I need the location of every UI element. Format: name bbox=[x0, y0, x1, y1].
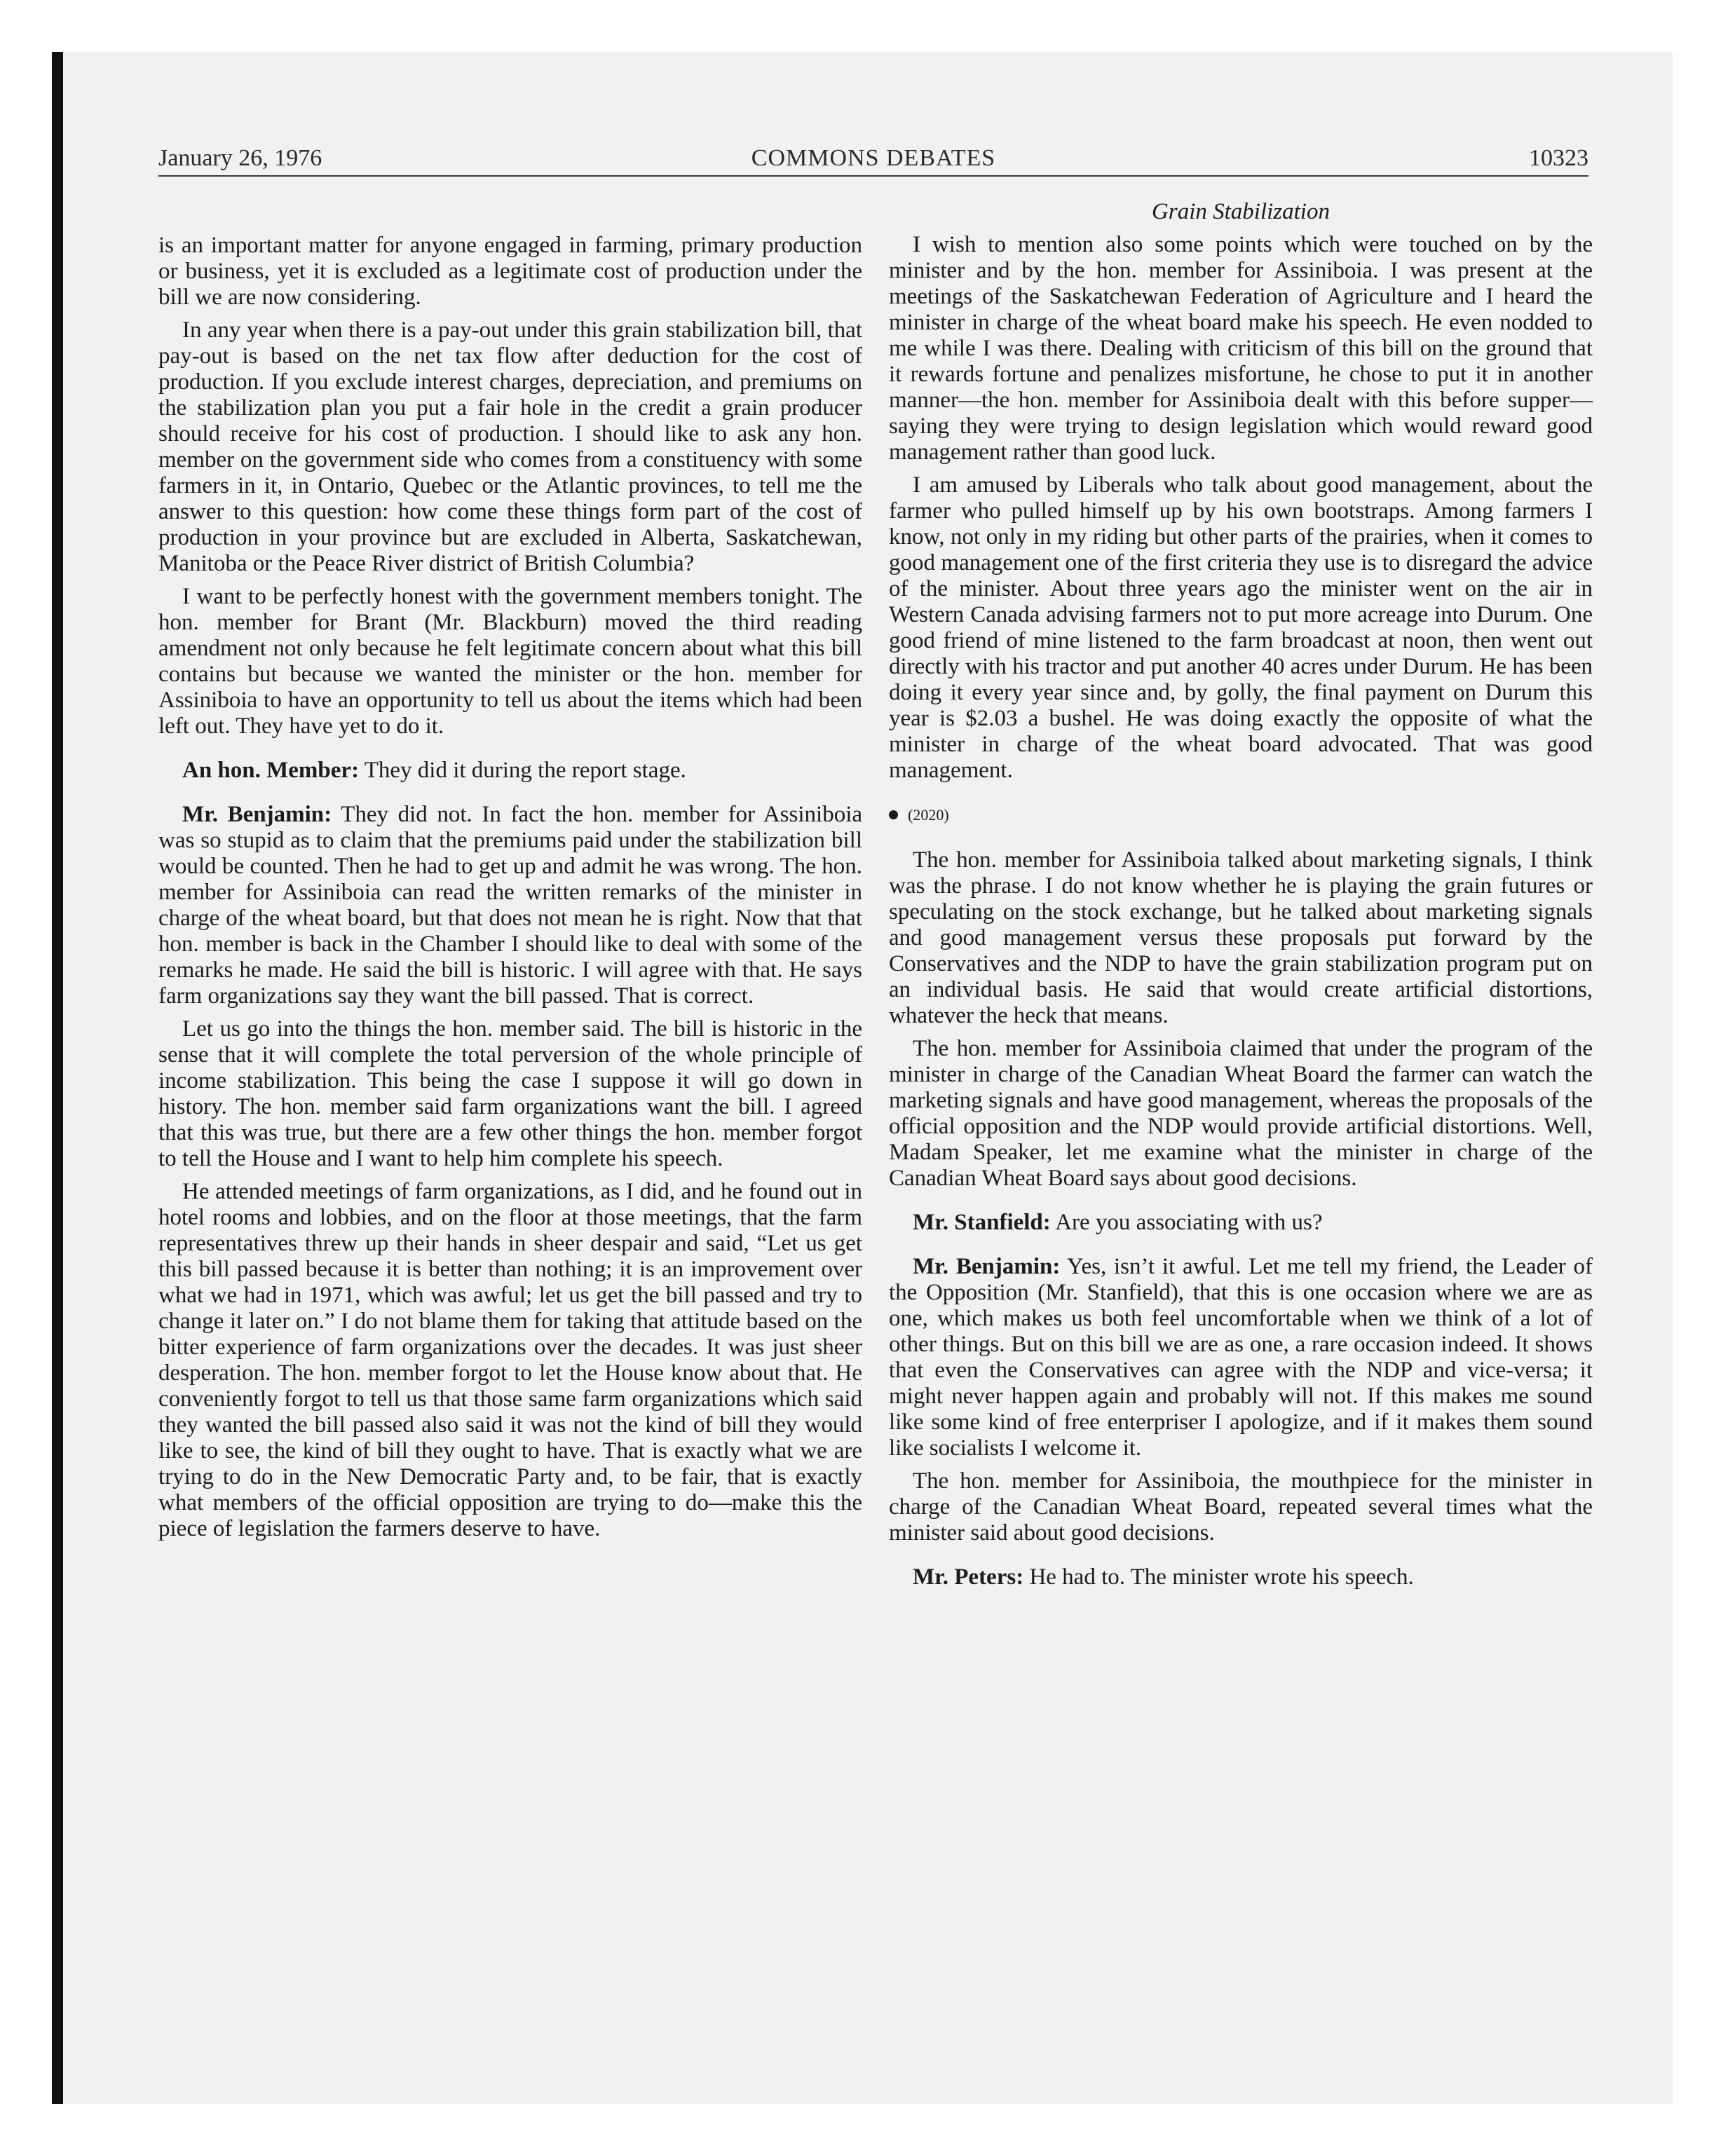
speaker-name: Mr. Benjamin: bbox=[913, 1254, 1061, 1279]
speaker-name: Mr. Peters: bbox=[913, 1564, 1024, 1590]
speech-entry bbox=[889, 1210, 1593, 1236]
speech-text: He had to. The minister wrote his speech. bbox=[1023, 1564, 1414, 1590]
header-rule bbox=[158, 175, 1588, 177]
time-marker bbox=[889, 802, 1593, 828]
speech-text: They did not. In fact the hon. member for Assiniboia was so stupid as to claim that the premiums paid under the stabilization bill would be counted. Then he had to get up and admit he was wrong. The hon. member for Assiniboia can read the written remarks of the minister in charge of the wheat board, but that does not mean he is right. Now that that hon. member is back in the Chamber I should like to deal with some of the remarks he made. He said the bill is historic. I will agree with that. He says farm organizations say they want the bill passed. That is correct. bbox=[158, 802, 863, 1009]
header-date: January 26, 1976 bbox=[158, 145, 322, 171]
paragraph: I wish to mention also some points which were touched on by the minister and by the hon. member for Assiniboia. I was present at the meetings of the Saskatchewan Federation of Agriculture and I heard the minister in charge of the wheat board make his speech. He even nodded to me while I was there. Dealing with criticism of this bill on the ground that it rewards fortune and penalizes misfortune, he chose to put it in another manner—the hon. member for Assiniboia dealt with this before supper—saying they were trying to design legislation which would reward good management rather than good luck. bbox=[889, 232, 1593, 465]
speech-text: Are you associating with us? bbox=[1050, 1210, 1323, 1235]
speech-text: Yes, isn’t it awful. Let me tell my friend, the Leader of the Opposition (Mr. Stanfield), that this is one occasion where we are as one, which makes us both feel uncomfortable when we think of a lot of other things. But on this bill we are as one, a rare occasion indeed. It shows that even the Conservatives can agree with the NDP and vice-versa; it might never happen again and probably will not. If this makes me sound like some kind of free enterpriser I apologize, and if it makes them sound like socialists I welcome it. bbox=[889, 1254, 1593, 1461]
paragraph: The hon. member for Assiniboia claimed that under the program of the minister in charge of the Canadian Wheat Board the farmer can watch the marketing signals and have good management, whereas the proposals of the official opposition and the NDP would provide artificial distortions. Well, Madam Speaker, let me examine what the minister in charge of the Canadian Wheat Board says about good decisions. bbox=[889, 1036, 1593, 1191]
speaker-name: An hon. Member: bbox=[182, 758, 360, 783]
paragraph: I want to be perfectly honest with the government members tonight. The hon. member for Brant (Mr. Blackburn) moved the third reading amendment not only because he felt legitimate concern about what this bill contains but because we wanted the minister or the hon. member for Assiniboia to have an opportunity to tell us about the items which had been left out. They have yet to do it. bbox=[158, 584, 862, 739]
paragraph: The hon. member for Assiniboia talked about marketing signals, I think was the phrase. I do not know whether he is playing the grain futures or speculating on the stock exchange, but he talked about marketing signals and good management versus these proposals put forward by the Conservatives and the NDP to have the grain stabilization program put on an individual basis. He said that would create artificial distortions, whatever the heck that means. bbox=[889, 847, 1593, 1028]
speech-entry bbox=[158, 758, 862, 784]
section-heading: Grain Stabilization bbox=[1152, 199, 1330, 224]
speech-entry bbox=[889, 1564, 1593, 1590]
paragraph: In any year when there is a pay-out under this grain stabilization bill, that pay-out is based on the net tax flow after deduction for the cost of production. If you exclude interest charges, depreciation, and premiums on the stabilization plan you put a fair hole in the credit a grain producer should receive for his cost of production. I should like to ask any hon. member on the government side who comes from a constituency with some farmers in it, in Ontario, Quebec or the Atlantic provinces, to tell me the answer to this question: how come these things form part of the cost of production in your province but are excluded in Alberta, Saskatchewan, Manitoba or the Peace River district of British Columbia? bbox=[158, 318, 862, 576]
scan-edge-bar bbox=[52, 52, 63, 2104]
speech-entry bbox=[889, 1254, 1593, 1461]
time-marker-label: (2020) bbox=[908, 806, 949, 824]
bullet-dot-icon bbox=[889, 810, 898, 819]
paragraph: I am amused by Liberals who talk about good management, about the farmer who pulled himself up by his own bootstraps. Among farmers I know, not only in my riding but other parts of the prairies, when it comes to good management one of the first criteria they use is to disregard the advice of the minister. About three years ago the minister went on the air in Western Canada advising farmers not to put more acreage into Durum. One good friend of mine listened to the farm broadcast at noon, then went out directly with his tractor and put another 40 acres under Durum. He has been doing it every year since and, by golly, the final payment on Durum this year is $2.03 a bushel. He was doing exactly the opposite of what the minister in charge of the wheat board advocated. That was good management. bbox=[889, 472, 1593, 783]
speaker-name: Mr. Benjamin: bbox=[182, 802, 332, 827]
speaker-name: Mr. Stanfield: bbox=[913, 1210, 1051, 1235]
speech-text: They did it during the report stage. bbox=[359, 758, 686, 783]
right-column bbox=[889, 199, 1593, 1590]
paragraph: Let us go into the things the hon. member said. The bill is historic in the sense that it will complete the total perversion of the whole principle of income stabilization. This being the case I suppose it will go down in history. The hon. member said farm organizations want the bill. I agreed that this was true, but there are a few other things the hon. member forgot to tell the House and I want to help him complete his speech. bbox=[158, 1016, 862, 1171]
left-column bbox=[158, 233, 862, 1542]
speech-entry bbox=[158, 802, 862, 1009]
paragraph: The hon. member for Assiniboia, the mouthpiece for the minister in charge of the Canadian Wheat Board, repeated several times what the minister said about good decisions. bbox=[889, 1468, 1593, 1546]
paragraph: He attended meetings of farm organizations, as I did, and he found out in hotel rooms and lobbies, and on the floor at those meetings, that the farm representatives threw up their hands in sheer despair and said, “Let us get this bill passed because it is better than nothing; it is an improvement over what we had in 1971, which was awful; let us get the bill passed and try to change it later on.” I do not blame them for taking that attitude based on the bitter experience of farm organizations over the decades. It was just sheer desperation. The hon. member forgot to let the House know about that. He conveniently forgot to tell us that those same farm organizations which said they wanted the bill passed also said it was not the kind of bill they would like to see, the kind of bill they ought to have. That is exactly what we are trying to do in the New Democratic Party and, to be fair, that is exactly what members of the official opposition are trying to do—make this the piece of legislation the farmers deserve to have. bbox=[158, 1179, 862, 1541]
page-number: 10323 bbox=[1529, 145, 1588, 171]
page-header bbox=[158, 140, 1588, 177]
paragraph: is an important matter for anyone engaged in farming, primary production or business, yet it is excluded as a legitimate cost of production under the bill we are now considering. bbox=[158, 233, 862, 310]
publication-title: COMMONS DEBATES bbox=[751, 145, 996, 171]
